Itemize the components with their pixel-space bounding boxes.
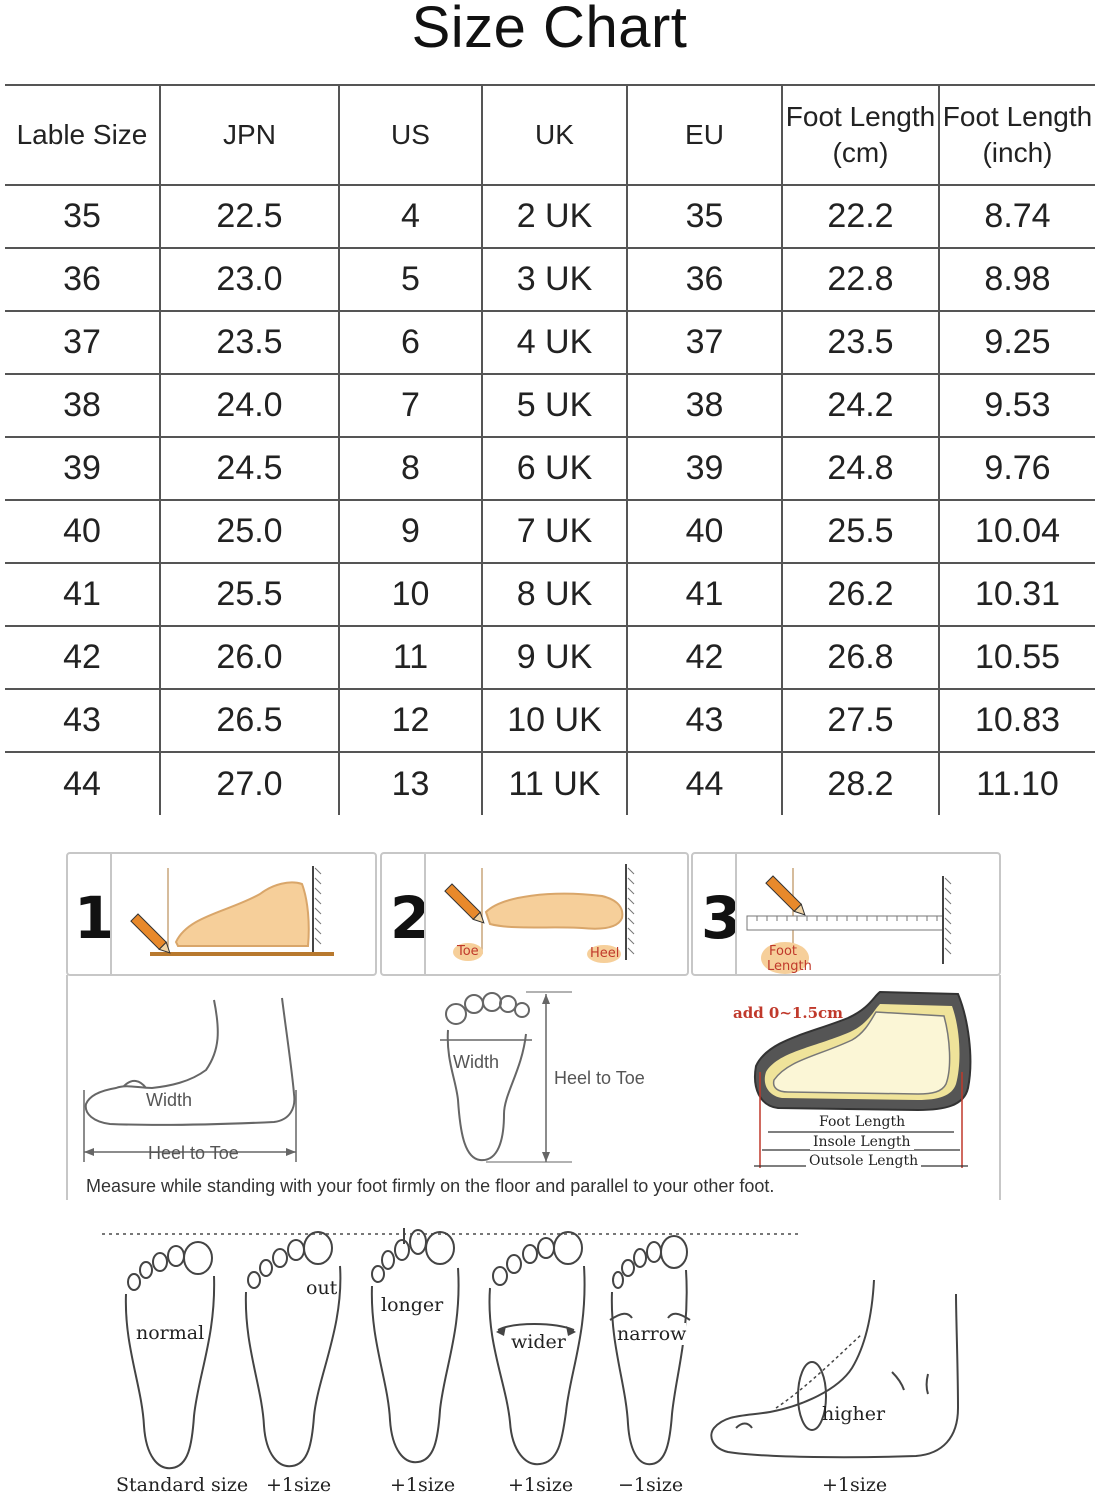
cell-uk: 4 UK bbox=[482, 311, 627, 374]
cell-us: 12 bbox=[339, 689, 482, 752]
size-label-higher: +1size bbox=[822, 1474, 888, 1496]
table-row bbox=[5, 185, 1095, 248]
type-label-out: out bbox=[306, 1277, 338, 1299]
cell-foot-length-cm: 27.5 bbox=[782, 689, 939, 752]
top-heel-to-toe-label: Heel to Toe bbox=[554, 1068, 645, 1088]
type-label-wider: wider bbox=[511, 1331, 566, 1353]
type-label-normal: normal bbox=[136, 1322, 205, 1344]
cell-uk: 5 UK bbox=[482, 374, 627, 437]
cell-lable-size: 38 bbox=[5, 374, 160, 437]
cell-us: 4 bbox=[339, 185, 482, 248]
cell-jpn: 23.0 bbox=[160, 248, 339, 311]
cell-lable-size: 37 bbox=[5, 311, 160, 374]
cell-lable-size: 42 bbox=[5, 626, 160, 689]
table-row bbox=[5, 626, 1095, 689]
header-jpn: JPN bbox=[160, 85, 339, 185]
cell-eu: 36 bbox=[627, 248, 782, 311]
foot-length-tag-line1: Foot bbox=[769, 944, 798, 959]
cell-us: 11 bbox=[339, 626, 482, 689]
cell-uk: 3 UK bbox=[482, 248, 627, 311]
cell-jpn: 25.0 bbox=[160, 500, 339, 563]
size-label-out: +1size bbox=[266, 1474, 332, 1496]
cell-foot-length-inch: 10.04 bbox=[939, 500, 1095, 563]
table-row bbox=[5, 374, 1095, 437]
foot-normal bbox=[118, 1236, 228, 1476]
cell-jpn: 24.0 bbox=[160, 374, 339, 437]
cell-foot-length-inch: 10.31 bbox=[939, 563, 1095, 626]
cell-uk: 10 UK bbox=[482, 689, 627, 752]
size-chart-table bbox=[5, 84, 1095, 815]
size-label-narrow: −1size bbox=[618, 1474, 684, 1496]
foot-higher bbox=[706, 1278, 966, 1478]
cell-lable-size: 36 bbox=[5, 248, 160, 311]
header-eu: EU bbox=[627, 85, 782, 185]
cell-jpn: 22.5 bbox=[160, 185, 339, 248]
cell-foot-length-cm: 22.8 bbox=[782, 248, 939, 311]
size-label-normal: Standard size bbox=[116, 1474, 249, 1496]
cell-uk: 2 UK bbox=[482, 185, 627, 248]
table-row bbox=[5, 248, 1095, 311]
table-row bbox=[5, 311, 1095, 374]
cell-us: 5 bbox=[339, 248, 482, 311]
cell-jpn: 27.0 bbox=[160, 752, 339, 815]
step-number: 3 bbox=[701, 884, 742, 952]
cell-us: 13 bbox=[339, 752, 482, 815]
header-uk: UK bbox=[482, 85, 627, 185]
cell-uk: 7 UK bbox=[482, 500, 627, 563]
cell-foot-length-inch: 8.98 bbox=[939, 248, 1095, 311]
foot-out bbox=[238, 1226, 348, 1476]
cell-jpn: 26.0 bbox=[160, 626, 339, 689]
cell-jpn: 23.5 bbox=[160, 311, 339, 374]
top-width-label: Width bbox=[453, 1052, 500, 1072]
side-heel-to-toe-label: Heel to Toe bbox=[148, 1143, 239, 1163]
cell-foot-length-cm: 25.5 bbox=[782, 500, 939, 563]
table-header-row bbox=[5, 85, 1095, 185]
size-label-wider: +1size bbox=[508, 1474, 574, 1496]
insole-length-label: Insole Length bbox=[810, 1134, 914, 1150]
header-us: US bbox=[339, 85, 482, 185]
cell-us: 8 bbox=[339, 437, 482, 500]
cell-eu: 44 bbox=[627, 752, 782, 815]
cell-us: 9 bbox=[339, 500, 482, 563]
cell-foot-length-inch: 10.83 bbox=[939, 689, 1095, 752]
cell-eu: 43 bbox=[627, 689, 782, 752]
foot-narrow bbox=[606, 1228, 706, 1476]
cell-jpn: 25.5 bbox=[160, 563, 339, 626]
foot-length-label: Foot Length bbox=[816, 1114, 908, 1130]
cell-us: 10 bbox=[339, 563, 482, 626]
step-3-panel bbox=[691, 852, 1001, 976]
cell-eu: 35 bbox=[627, 185, 782, 248]
cell-foot-length-cm: 24.2 bbox=[782, 374, 939, 437]
header-foot-length-inch: Foot Length (inch) bbox=[939, 85, 1095, 185]
foot-longer bbox=[364, 1224, 474, 1476]
cell-us: 6 bbox=[339, 311, 482, 374]
cell-lable-size: 44 bbox=[63, 764, 101, 803]
cell-foot-length-cm: 23.5 bbox=[782, 311, 939, 374]
cell-lable-size: 40 bbox=[5, 500, 160, 563]
page-title: Size Chart bbox=[411, 0, 688, 60]
side-width-label: Width bbox=[146, 1090, 193, 1110]
step-number: 2 bbox=[390, 884, 431, 952]
step-number: 1 bbox=[74, 884, 115, 952]
cell-us: 7 bbox=[339, 374, 482, 437]
cell-uk: 8 UK bbox=[482, 563, 627, 626]
cell-jpn: 26.5 bbox=[160, 689, 339, 752]
cell-lable-size: 35 bbox=[5, 185, 160, 248]
step-1-panel bbox=[66, 852, 377, 976]
cell-uk: 9 UK bbox=[482, 626, 627, 689]
foot-length-tag-line2: Length bbox=[767, 959, 812, 974]
cell-eu: 41 bbox=[627, 563, 782, 626]
cell-lable-size: 39 bbox=[5, 437, 160, 500]
step-2-panel bbox=[380, 852, 689, 976]
type-label-longer: longer bbox=[381, 1294, 444, 1316]
cell-foot-length-cm: 24.8 bbox=[782, 437, 939, 500]
step-3-illustration bbox=[693, 854, 999, 974]
measure-instruction: Measure while standing with your foot firmly on the floor and parallel to your other foot. bbox=[86, 1176, 775, 1196]
header-lable-size: Lable Size bbox=[5, 85, 160, 185]
table-row bbox=[5, 500, 1095, 563]
cell-foot-length-inch: 8.74 bbox=[939, 185, 1095, 248]
outsole-length-label: Outsole Length bbox=[806, 1153, 921, 1169]
cell-uk: 6 UK bbox=[482, 437, 627, 500]
table-row bbox=[5, 689, 1095, 752]
cell-foot-length-cm: 26.2 bbox=[782, 563, 939, 626]
table-row bbox=[5, 563, 1095, 626]
cell-foot-length-cm: 26.8 bbox=[782, 626, 939, 689]
cell-eu: 42 bbox=[627, 626, 782, 689]
header-foot-length-cm: Foot Length (cm) bbox=[782, 85, 939, 185]
cell-eu: 39 bbox=[627, 437, 782, 500]
cell-eu: 40 bbox=[627, 500, 782, 563]
add-note-label: add 0~1.5cm bbox=[733, 1004, 844, 1022]
cell-foot-length-cm: 28.2 bbox=[782, 752, 939, 815]
cell-foot-length-inch: 11.10 bbox=[939, 752, 1095, 815]
size-label-longer: +1size bbox=[390, 1474, 456, 1496]
cell-foot-length-inch: 9.25 bbox=[939, 311, 1095, 374]
cell-lable-size: 41 bbox=[5, 563, 160, 626]
cell-lable-size: 43 bbox=[5, 689, 160, 752]
type-label-higher: higher bbox=[822, 1403, 886, 1425]
table-row bbox=[5, 437, 1095, 500]
cell-foot-length-cm: 22.2 bbox=[782, 185, 939, 248]
type-label-narrow: narrow bbox=[617, 1323, 687, 1345]
cell-uk: 11 UK bbox=[482, 752, 627, 815]
step-1-illustration bbox=[68, 854, 375, 974]
cell-jpn: 24.5 bbox=[160, 437, 339, 500]
heel-label: Heel bbox=[590, 946, 620, 961]
cell-foot-length-inch: 10.55 bbox=[939, 626, 1095, 689]
cell-foot-length-inch: 9.76 bbox=[939, 437, 1095, 500]
cell-eu: 38 bbox=[627, 374, 782, 437]
step-2-illustration bbox=[382, 854, 687, 974]
cell-eu: 37 bbox=[627, 311, 782, 374]
toe-label: Toe bbox=[457, 944, 479, 959]
cell-foot-length-inch: 9.53 bbox=[939, 374, 1095, 437]
table-row bbox=[5, 752, 1095, 815]
